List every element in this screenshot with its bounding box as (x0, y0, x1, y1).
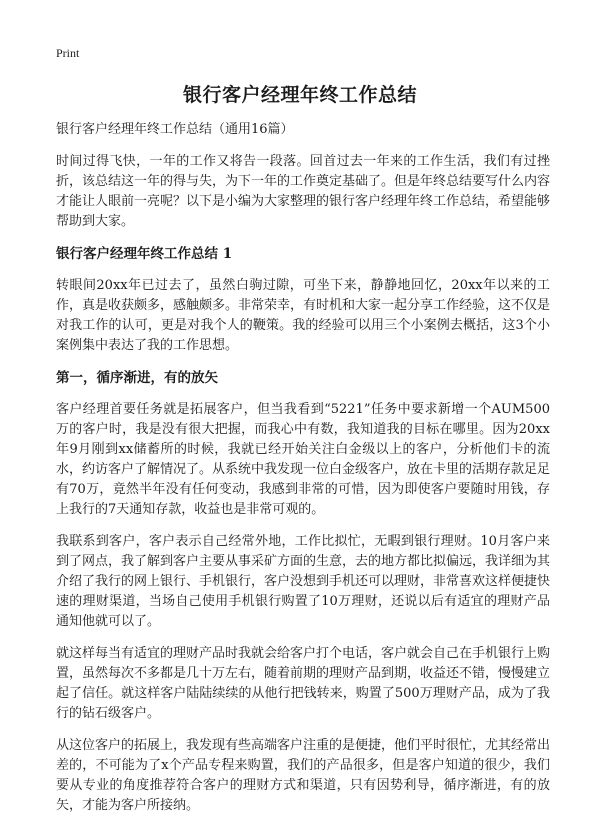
print-link[interactable]: Print (56, 46, 80, 60)
document-title: 银行客户经理年终工作总结 (182, 84, 417, 106)
section-paragraph: 转眼间20xx年已过去了，虽然白驹过隙，可坐下来，静静地回忆，20xx年以来的工作，真是收获颇多，感触颇多。非常荣幸，有时机和大家一起分享工作经验，这不仅是对我工作的认可，更是对我个人的鞭策。我的经验可以用三个小案例去概括，这3个小案例集中表达了我的工作思想。 (56, 278, 551, 353)
body-paragraph: 客户经理首要任务就是拓展客户，但当我看到“5221”任务中要求新增一个AUM500万的客户时，我是没有很大把握，而我心中有数，我知道我的目标在哪里。因为20xx年9月刚到xx储蓄所的时候，我就已经开始关注白金级以上的客户，分析他们卡的流水，约访客户了解情况了。从系统中我发现一位白金级客户，放在卡里的活期存款足足有70万，竟然半年没有任何变动，我感到非常的可惜，因为即使客户要随时用钱，存上我行的7天通知存款，收益也是非常可观的。 (56, 402, 551, 517)
subsection-heading: 第一，循序渐进，有的放矢 (56, 370, 218, 386)
body-paragraph: 就这样每当有适宜的理财产品时我就会给客户打个电话，客户就会自己在手机银行上购置，虽然每次不多都是几十万左右，随着前期的理财产品到期，收益还不错，慢慢建立起了信任。就这样客户陆陆续续的从他行把钱转来，购置了500万理财产品，成为了我行的钻石级客户。 (56, 646, 551, 721)
document-body (56, 120, 550, 828)
intro-paragraph: 时间过得飞快，一年的工作又将告一段落。回首过去一年来的工作生活，我们有过挫折，该总结这一年的得与失，为下一年的工作奠定基础了。但是年终总结要写什么内容才能让人眼前一亮呢？以下是小编为大家整理的银行客户经理年终工作总结，希望能够帮助到大家。 (56, 154, 551, 229)
section-heading: 银行客户经理年终工作总结 1 (56, 246, 233, 262)
body-paragraph: 我联系到客户，客户表示自己经常外地，工作比拟忙，无暇到银行理财。10月客户来到了网点，我了解到客户主要从事采矿方面的生意，去的地方都比拟偏远，我详细为其介绍了我行的网上银行、手机银行，客户没想到手机还可以理财，非常喜欢这样便捷快速的理财渠道，当场自己使用手机银行购置了10万理财，还说以后有适宜的理财产品通知他就可以了。 (56, 534, 551, 629)
body-paragraph: 从这位客户的拓展上，我发现有些高端客户注重的是便捷，他们平时很忙，尤其经常出差的，不可能为了x个产品专程来购置，我们的产品很多，但是客户知道的很少，我们要从专业的角度推荐符合客户的理财方式和渠道，只有因势利导，循序渐进，有的放矢，才能为客户所接纳。 (56, 738, 551, 813)
document-subtitle: 银行客户经理年终工作总结（通用16篇） (56, 122, 294, 137)
